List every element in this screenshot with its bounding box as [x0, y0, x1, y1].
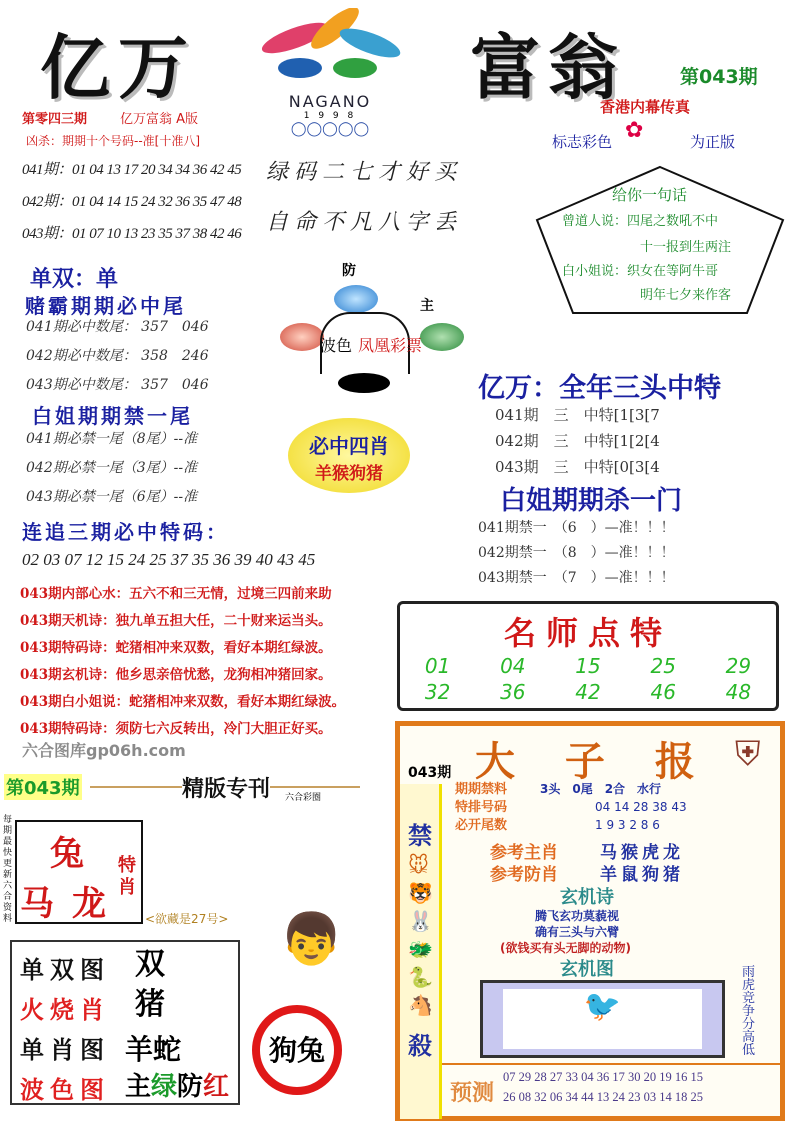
- logo-left-label: 标志彩色: [552, 133, 613, 151]
- br-side-bottom: 殺: [408, 1032, 432, 1060]
- special-issue-panel: [0, 760, 390, 1127]
- bl-wave-green: 绿: [151, 1072, 178, 1102]
- br-row-value: 3头 0尾 2合 水行: [540, 782, 662, 796]
- bl-big1: 兔: [50, 834, 84, 874]
- br-poem-note: (欲钱买有头无脚的动物): [500, 941, 631, 955]
- bl-wave-main: 主: [125, 1072, 152, 1102]
- blue-ball: [334, 285, 378, 313]
- pentagon-line: 十一报到生两注: [640, 240, 732, 255]
- master-title: 名师点特: [503, 614, 672, 652]
- master-number: 36: [500, 680, 526, 704]
- wave-watermark: 凤凰彩票: [358, 336, 423, 355]
- master-number: 29: [725, 654, 752, 678]
- history-row: 043期：01 07 10 13 23 35 37 38 42 46: [22, 226, 242, 242]
- br-title: 大 子 报: [475, 739, 713, 785]
- poem-line: 绿码二七才好买: [266, 160, 463, 185]
- br-main-label: 参考主肖: [490, 843, 558, 863]
- br-def: 羊鼠狗猪: [600, 865, 684, 885]
- chase-line: 043期特码诗：须防七六反转出，冷门大胆正好买。: [20, 721, 332, 737]
- brand-label: 亿万富翁 A版: [120, 112, 199, 127]
- logo-right-label: 为正版: [690, 133, 736, 151]
- bl-mid: 双: [135, 947, 165, 982]
- br-row-label: 特排号码: [455, 800, 508, 815]
- ban-row: 041期必禁一尾（8尾）--准: [26, 431, 198, 447]
- br-row-value: 04 14 28 38 43: [595, 800, 687, 814]
- kids-illustration-icon: 👦: [280, 910, 343, 968]
- watermark: 六合图库gp06h.com: [22, 741, 186, 760]
- zhu-label: 主: [420, 298, 434, 314]
- br-poem-title: 玄机诗: [560, 887, 614, 908]
- history-row: 042期：01 04 14 15 24 32 36 35 47 48: [22, 194, 242, 210]
- br-issue: 043期: [408, 765, 452, 781]
- bl-hint: <欲藏是27号>: [145, 912, 229, 926]
- bl-wave-fang: 防: [177, 1072, 204, 1102]
- br-pic-side: 雨虎竞争分高低: [742, 965, 756, 1058]
- odd-even: 单双：单: [30, 267, 119, 292]
- newspaper-panel: [395, 721, 785, 1121]
- bl-big3: 龙: [72, 884, 106, 924]
- shield-icon: ⛨: [735, 734, 761, 774]
- pentagon-line: 明年七夕来作客: [640, 288, 732, 303]
- br-predict-row: 26 08 32 06 34 44 13 24 23 03 14 18 25: [503, 1090, 703, 1104]
- tail-row: 041期必中数尾： 357 046: [26, 319, 209, 335]
- bl-circle: 狗兔: [252, 1005, 342, 1095]
- ban-row: 043期必禁一尾（6尾）--准: [26, 489, 198, 505]
- bl-brand: 六合彩圈: [285, 793, 322, 803]
- br-def-label: 参考防肖: [490, 865, 558, 885]
- poem-line: 自命不凡八字丢: [266, 210, 463, 235]
- pentagon-line: 曾道人说：四尾之数吼不中: [562, 214, 719, 229]
- mystery-picture: [480, 980, 725, 1058]
- pentagon-line: 白小姐说：织女在等阿牛哥: [562, 264, 719, 279]
- heads-title: 亿万：全年三头中特: [478, 373, 721, 404]
- master-number: 01: [424, 654, 451, 678]
- history-row: 041期：01 04 13 17 20 34 34 36 42 45: [22, 162, 242, 178]
- small-logo-icon: ✿: [625, 118, 644, 143]
- fang-label: 防: [342, 263, 356, 279]
- chart-label: 单肖图: [20, 1036, 110, 1064]
- olympic-rings-icon: ◯◯◯◯◯: [290, 121, 370, 137]
- br-poem-line: 确有三头与六臂: [535, 925, 620, 939]
- bird-flower-icon: 🐦: [503, 989, 702, 1049]
- br-poem-line: 腾飞玄功莫藐视: [535, 909, 620, 923]
- bl-tex: 特肖: [118, 855, 136, 898]
- logo-text: NAGANO: [288, 92, 372, 111]
- br-side-top: 禁: [408, 822, 432, 850]
- master-number: 25: [650, 654, 676, 678]
- chase-line: 043期天机诗：独九单五担大任，二十财来运当头。: [20, 613, 332, 629]
- br-row-value: 1 9 3 2 8 6: [595, 818, 660, 832]
- chase-title: 连追三期必中特码：: [22, 520, 229, 544]
- master-number: 46: [650, 680, 676, 704]
- bl-issue: 第043期: [4, 774, 82, 800]
- kill-row: 041期禁一 （6 ）—准！！！: [478, 520, 675, 536]
- kill-title: 白姐期期杀一门: [500, 486, 683, 516]
- four-animals: 羊猴狗猪: [315, 464, 383, 484]
- title-left: 亿万: [40, 26, 196, 109]
- pentagon-title: 给你一句话: [612, 186, 688, 204]
- bl-big2: 马: [20, 884, 54, 924]
- wave-center-label: 波色: [320, 336, 353, 355]
- br-row-label: 必开尾数: [455, 818, 508, 833]
- green-ball: [420, 323, 464, 351]
- master-number: 42: [575, 680, 601, 704]
- chart-label: 单双图: [20, 956, 110, 984]
- issue-title: 第零四三期: [22, 112, 88, 127]
- kill-row: 042期禁一 （8 ）—准！！！: [478, 545, 675, 561]
- bl-mid: 羊蛇: [125, 1033, 182, 1066]
- master-box: [397, 601, 779, 711]
- bl-title: 精版专刊: [182, 772, 270, 803]
- bl-mid: 猪: [135, 987, 165, 1022]
- nagano-logo: [240, 8, 420, 137]
- ban-title: 白姐期期禁一尾: [32, 404, 193, 428]
- kill-row: 043期禁一 （7 ）—准！！！: [478, 570, 675, 586]
- kill-subtitle: 凶杀：期期十个号码--准[十准八]: [26, 134, 201, 148]
- chase-line: 043期玄机诗：他乡思亲倍忧愁，龙狗相冲猪回家。: [20, 667, 332, 683]
- zodiac-animals-icon: 🐭🐯🐰🐲🐍🐴: [408, 853, 433, 1017]
- br-main: 马猴虎龙: [600, 843, 684, 863]
- chase-numbers: 02 03 07 12 15 24 25 37 35 36 39 40 43 45: [22, 550, 316, 569]
- master-number: 04: [500, 654, 526, 678]
- tail-title: 赌霸期期必中尾: [25, 294, 186, 318]
- bl-wave-red: 红: [203, 1072, 230, 1102]
- issue-number: 第043期: [680, 66, 758, 88]
- four-zodiac-badge: [288, 418, 410, 493]
- tail-row: 043期必中数尾： 357 046: [26, 377, 209, 393]
- red-ball: [280, 323, 324, 351]
- br-pic-title: 玄机图: [560, 959, 614, 980]
- heads-row: 043期 三 中特[0[3[4: [495, 458, 660, 476]
- tail-row: 042期必中数尾： 358 246: [26, 348, 209, 364]
- chase-line: 043期特码诗：蛇猪相冲来双数，看好本期红绿波。: [20, 640, 332, 656]
- heads-row: 041期 三 中特[1[3[7: [495, 406, 660, 424]
- br-predict-row: 07 29 28 27 33 04 36 17 30 20 19 16 15: [503, 1070, 703, 1084]
- heads-row: 042期 三 中特[1[2[4: [495, 432, 660, 450]
- chart-label: 火烧肖: [20, 996, 110, 1024]
- title-right: 富翁: [470, 26, 626, 109]
- wave-diagram: [270, 255, 470, 405]
- br-predict-label: 预测: [450, 1081, 495, 1106]
- ban-row: 042期必禁一尾（3尾）--准: [26, 460, 198, 476]
- logo-year: 1 9 9 8: [303, 111, 357, 121]
- snowflower-icon: [240, 8, 420, 88]
- bl-side-text: 每期最快更新六合资料: [3, 815, 13, 924]
- chase-line: 043期白小姐说：蛇猪相冲来双数，看好本期红绿波。: [20, 694, 346, 710]
- fax-title: 香港内幕传真: [600, 98, 691, 116]
- master-number: 15: [575, 654, 601, 678]
- chart-label: 波色图: [20, 1076, 110, 1104]
- chase-line: 043期内部心水：五六不和三无情，过境三四前来助: [20, 586, 332, 602]
- master-number: 48: [725, 680, 752, 704]
- master-number: 32: [424, 680, 451, 704]
- four-title: 必中四肖: [309, 434, 389, 458]
- black-base: [338, 373, 390, 393]
- br-row-label: 期期禁料: [455, 782, 508, 797]
